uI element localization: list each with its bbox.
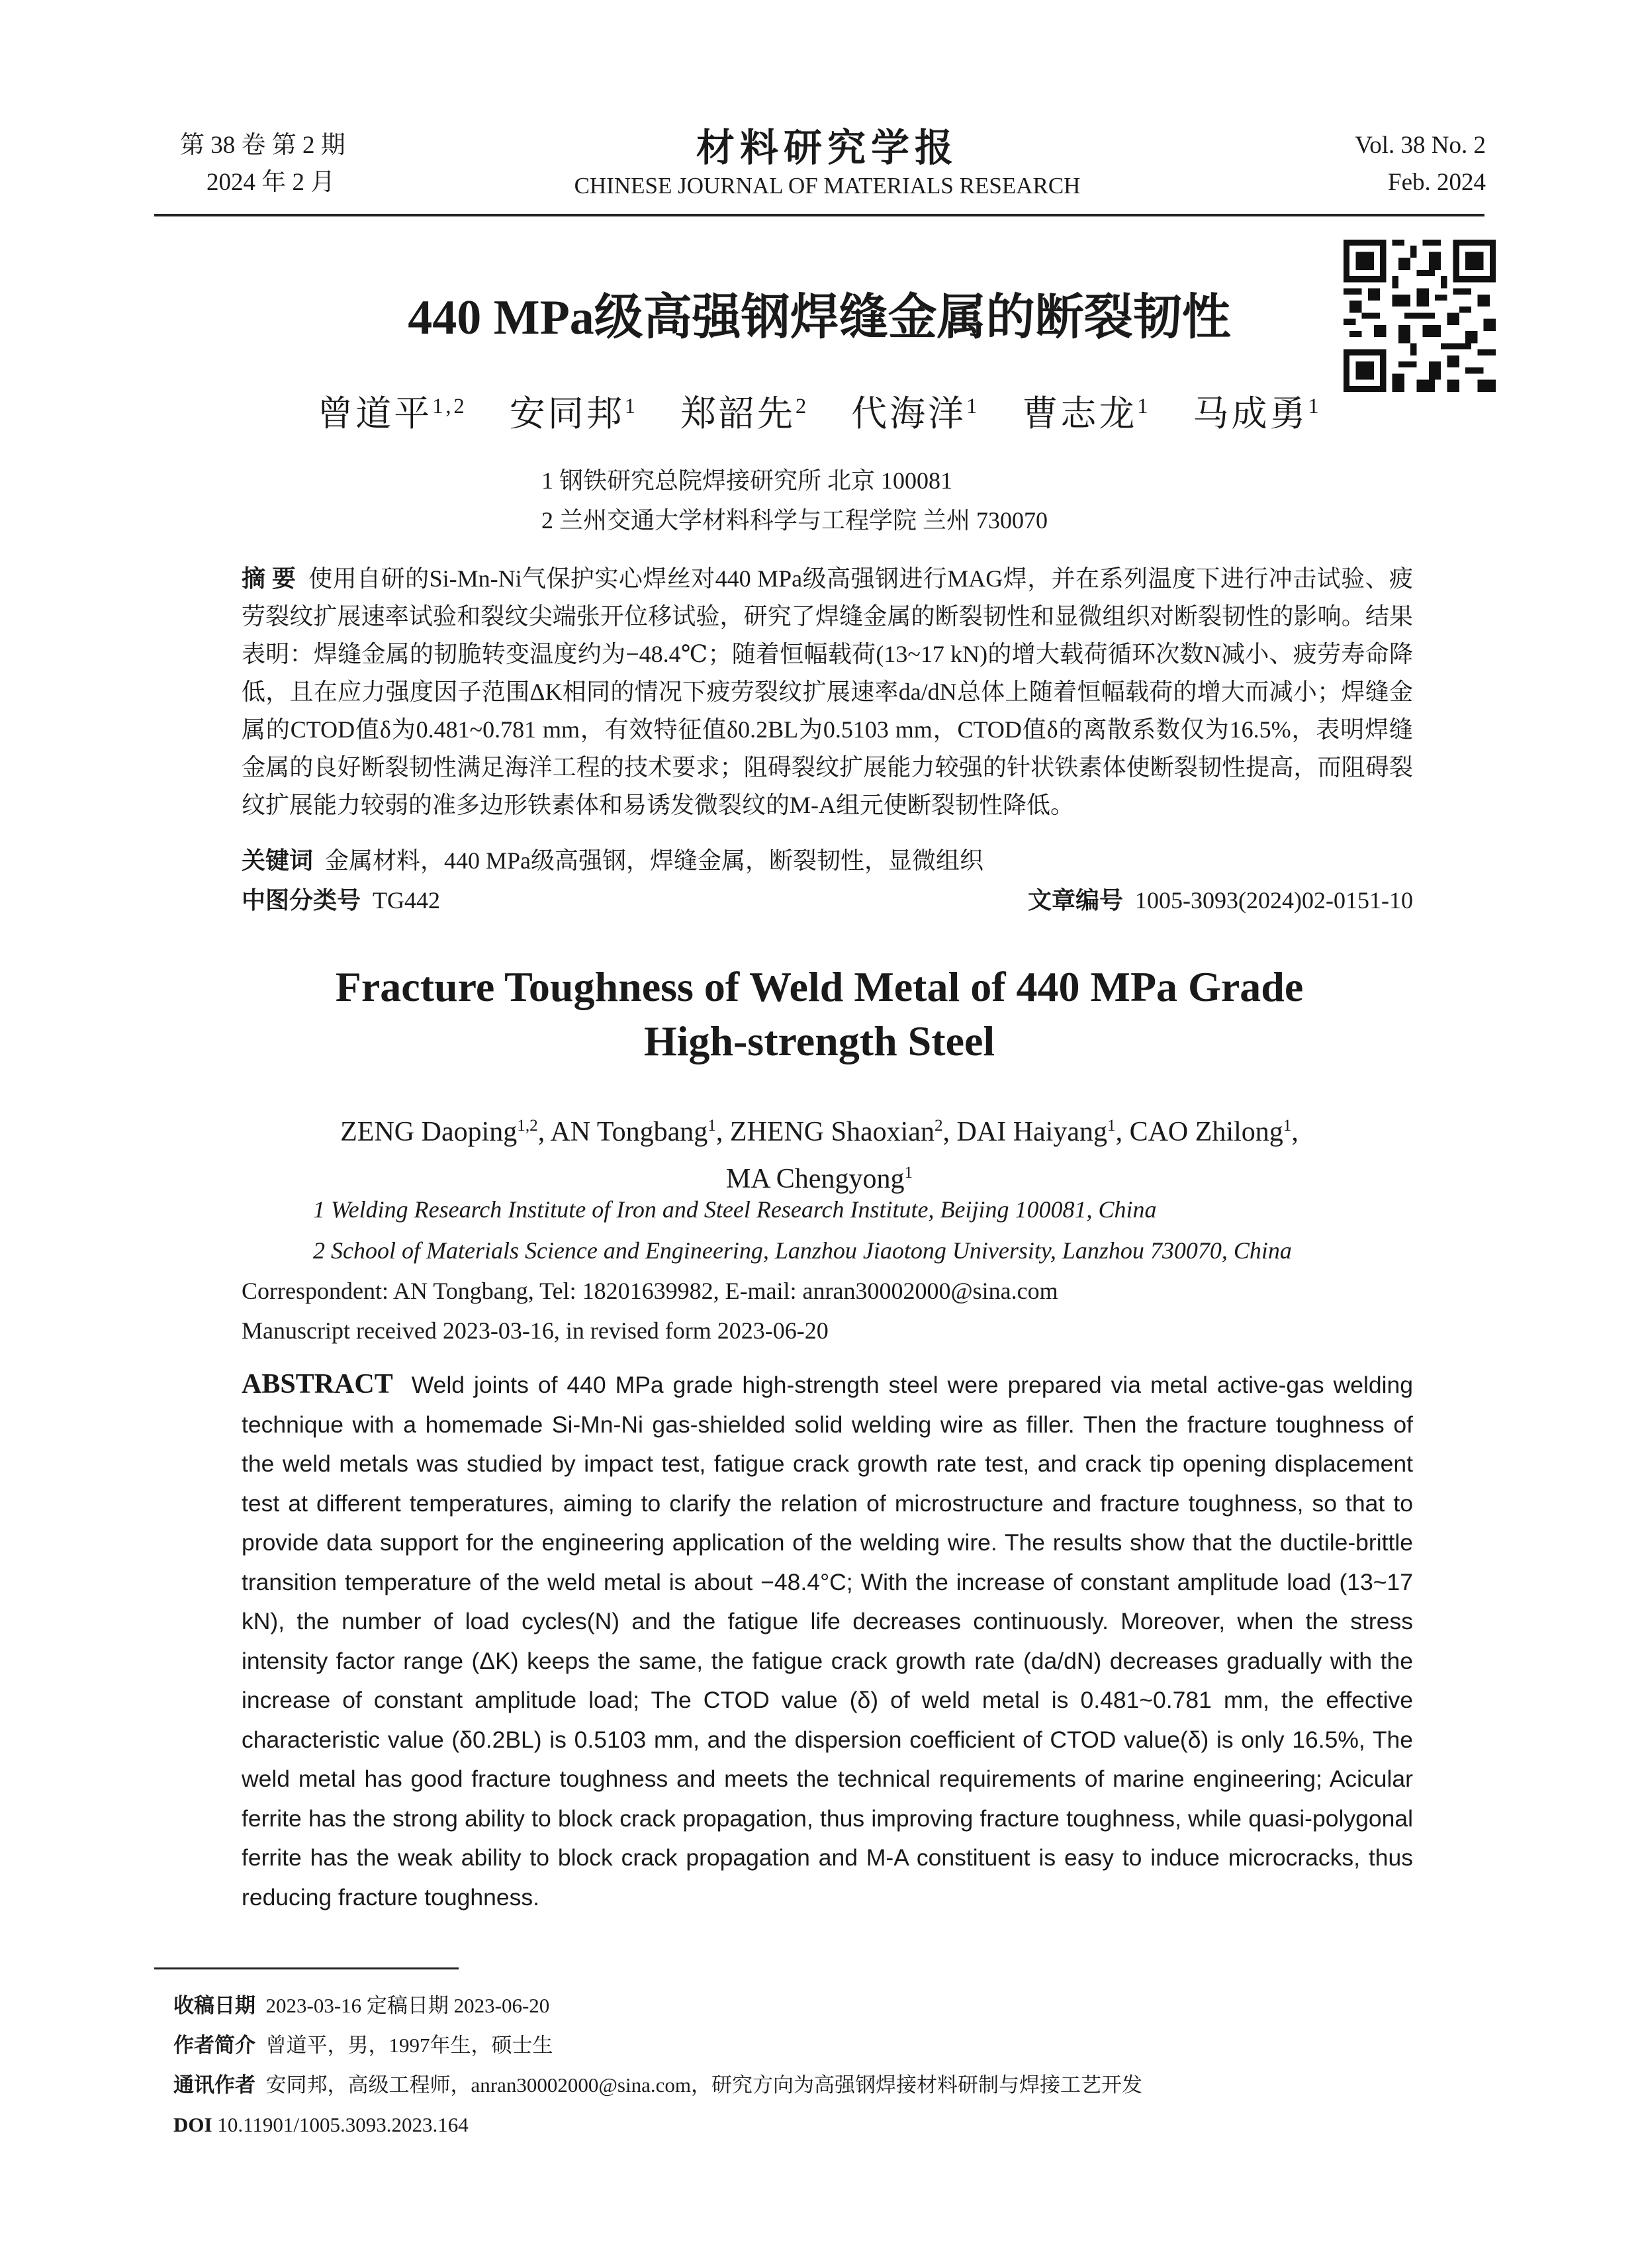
- affiliations-en: [154, 1189, 1484, 1271]
- footnote-corresponding-author: 通讯作者 安同邦，高级工程师，anran30002000@sina.com，研究方向为高强钢焊接材料研制与焊接工艺开发: [173, 2073, 1142, 2097]
- authors-cn: [154, 380, 1484, 440]
- article-number-value: 1005-3093(2024)02-0151-10: [1135, 887, 1413, 914]
- header-volume-en: [1355, 127, 1486, 201]
- paper-title-en-line1: Fracture Toughness of Weld Metal of 440 MPa Grade: [335, 963, 1304, 1010]
- author-en: AN Tongbang$^1$: [550, 1117, 716, 1147]
- authors-en-line1: ZENG Daoping$^{1,2}$, AN Tongbang$^1$, ZHENG Shaoxian$^2$, DAI Haiyang$^1$, CAO Zhilong$^1$,: [340, 1117, 1299, 1147]
- volume-cn: 第 38 卷 第 2 期: [180, 132, 345, 159]
- author-en: MA Chengyong$^1$: [725, 1164, 913, 1194]
- author-en: ZENG Daoping$^{1,2}$: [340, 1117, 538, 1147]
- author-en: ZHENG Shaoxian$^2$: [729, 1117, 943, 1147]
- abstract-cn-text: 使用自研的Si-Mn-Ni气保护实心焊丝对440 MPa级高强钢进行MAG焊，并在系列温度下进行冲击试验、疲劳裂纹扩展速率试验和裂纹尖端张开位移试验，研究了焊缝金属的断裂韧性和显微组织对断裂韧性的影响。结果表明：焊缝金属的韧脆转变温度约为−48.4℃；随着恒幅载荷(13~17 kN)的增大载荷循环次数N减小、疲劳寿命降低，且在应力强度因子范围ΔK相同的情况下疲劳裂纹扩展速率da/dN总体上随着恒幅载荷的增大而减小；焊缝金属的CTOD值δ为0.481~0.781 mm，有效特征值δ0.2BL为0.5103 mm，CTOD值δ的离散系数仅为16.5%，表明焊缝金属的良好断裂韧性满足海洋工程的技术要求；阻碍裂纹扩展能力较强的针状铁素体使断裂韧性提高，而阻碍裂纹扩展能力较弱的准多边形铁素体和易诱发微裂纹的M-A组元使断裂韧性降低。: [242, 565, 1414, 818]
- journal-title-cn: 材料研究学报: [696, 125, 958, 170]
- footnotes: [173, 1986, 1464, 2145]
- classification-cn: [242, 882, 1413, 920]
- abstract-en: [242, 1365, 1413, 1917]
- classification-label: 中图分类号: [242, 887, 361, 914]
- paper-title-en: [154, 960, 1484, 1068]
- footnote-author-bio: 作者简介 曾道平，男，1997年生，硕士生: [173, 2034, 553, 2057]
- manuscript-received: Manuscript received 2023-03-16, in revised form 2023-06-20: [242, 1317, 829, 1344]
- author-cn: 安同邦$^1$: [509, 394, 638, 434]
- article-number: [1028, 882, 1413, 920]
- affiliation-cn-2: 2 兰州交通大学材料科学与工程学院 兰州 730070: [541, 507, 1048, 534]
- keywords-cn-text: 金属材料，440 MPa级高强钢，焊缝金属，断裂韧性，显微组织: [325, 847, 984, 874]
- footnote-received: 收稿日期 2023-03-16 定稿日期 2023-06-20: [173, 1994, 550, 2017]
- journal-title-en: CHINESE JOURNAL OF MATERIALS RESEARCH: [574, 173, 1081, 199]
- affiliation-en-2: 2 School of Materials Science and Engineering, Lanzhou Jiaotong University, Lanzhou 730070, China: [313, 1237, 1292, 1264]
- affiliations-cn: [541, 461, 1048, 540]
- author-en: CAO Zhilong$^1$: [1129, 1117, 1292, 1147]
- date-cn: 2024 年 2 月: [206, 169, 336, 196]
- footnote-rule: [154, 1967, 459, 1969]
- journal-header: [463, 126, 1191, 203]
- author-en: DAI Haiyang$^1$: [956, 1117, 1116, 1147]
- author-cn: 曹志龙$^1$: [1022, 394, 1151, 434]
- correspondence: [242, 1271, 1413, 1350]
- author-cn: 马成勇$^1$: [1193, 394, 1322, 434]
- abstract-cn: [242, 560, 1413, 824]
- authors-en: [154, 1106, 1484, 1200]
- abstract-en-label: ABSTRACT: [242, 1369, 393, 1399]
- correspondent: Correspondent: AN Tongbang, Tel: 18201639982, E-mail: anran30002000@sina.com: [242, 1278, 1058, 1304]
- date-en: Feb. 2024: [1388, 169, 1486, 196]
- footnote-doi: DOI 10.11901/1005.3093.2023.164: [173, 2113, 469, 2136]
- affiliation-cn-1: 1 钢铁研究总院焊接研究所 北京 100081: [541, 467, 953, 494]
- affiliation-en-1: 1 Welding Research Institute of Iron and Steel Research Institute, Beijing 100081, China: [313, 1196, 1157, 1223]
- abstract-cn-label: 摘 要: [242, 565, 296, 592]
- article-number-label: 文章编号: [1028, 887, 1124, 914]
- volume-en: Vol. 38 No. 2: [1355, 132, 1486, 159]
- header-volume-cn: [180, 127, 345, 201]
- paper-title-en-line2: High-strength Steel: [643, 1017, 995, 1064]
- keywords-cn-label: 关键词: [242, 847, 314, 874]
- header-rule: [154, 214, 1484, 216]
- keywords-cn: [242, 842, 1413, 880]
- abstract-en-text: Weld joints of 440 MPa grade high-strength steel were prepared via metal active-gas welding technique with a homemade Si-Mn-Ni gas-shielded solid welding wire as filler. Then the fracture toughness of the weld metals was studied by impact test, fatigue crack growth rate test, and crack tip opening displacement test at different temperatures, aiming to clarify the relation of microstructure and fracture toughness, so that to provide data support for the engineering application of the welding wire. The results show that the ductile-brittle transition temperature of the weld metal is about −48.4°C; With the increase of constant amplitude load (13~17 kN), the number of load cycles(N) and the fatigue life decreases continuously. Moreover, when the stress intensity factor range (ΔK) keeps the same, the fatigue crack growth rate (da/dN) decreases gradually with the increase of constant amplitude load; The CTOD value (δ) of weld metal is 0.481~0.781 mm, the effective characteristic value (δ0.2BL) is 0.5103 mm, and the dispersion coefficient of CTOD value(δ) is only 16.5%, The weld metal has good fracture toughness and meets the technical requirements of marine engineering; Acicular ferrite has the strong ability to block crack propagation, thus improving fracture toughness, while quasi-polygonal ferrite has the weak ability to block crack propagation and M-A constituent is easy to induce microcracks, thus reducing fracture toughness.: [242, 1372, 1414, 1911]
- paper-title-cn: 440 MPa级高强钢焊缝金属的断裂韧性: [408, 291, 1231, 345]
- author-cn: 曾道平$^{1,2}$: [317, 394, 467, 434]
- author-cn: 代海洋$^1$: [851, 394, 980, 434]
- classification-value: TG442: [373, 887, 441, 914]
- author-cn: 郑韶先$^2$: [680, 394, 809, 434]
